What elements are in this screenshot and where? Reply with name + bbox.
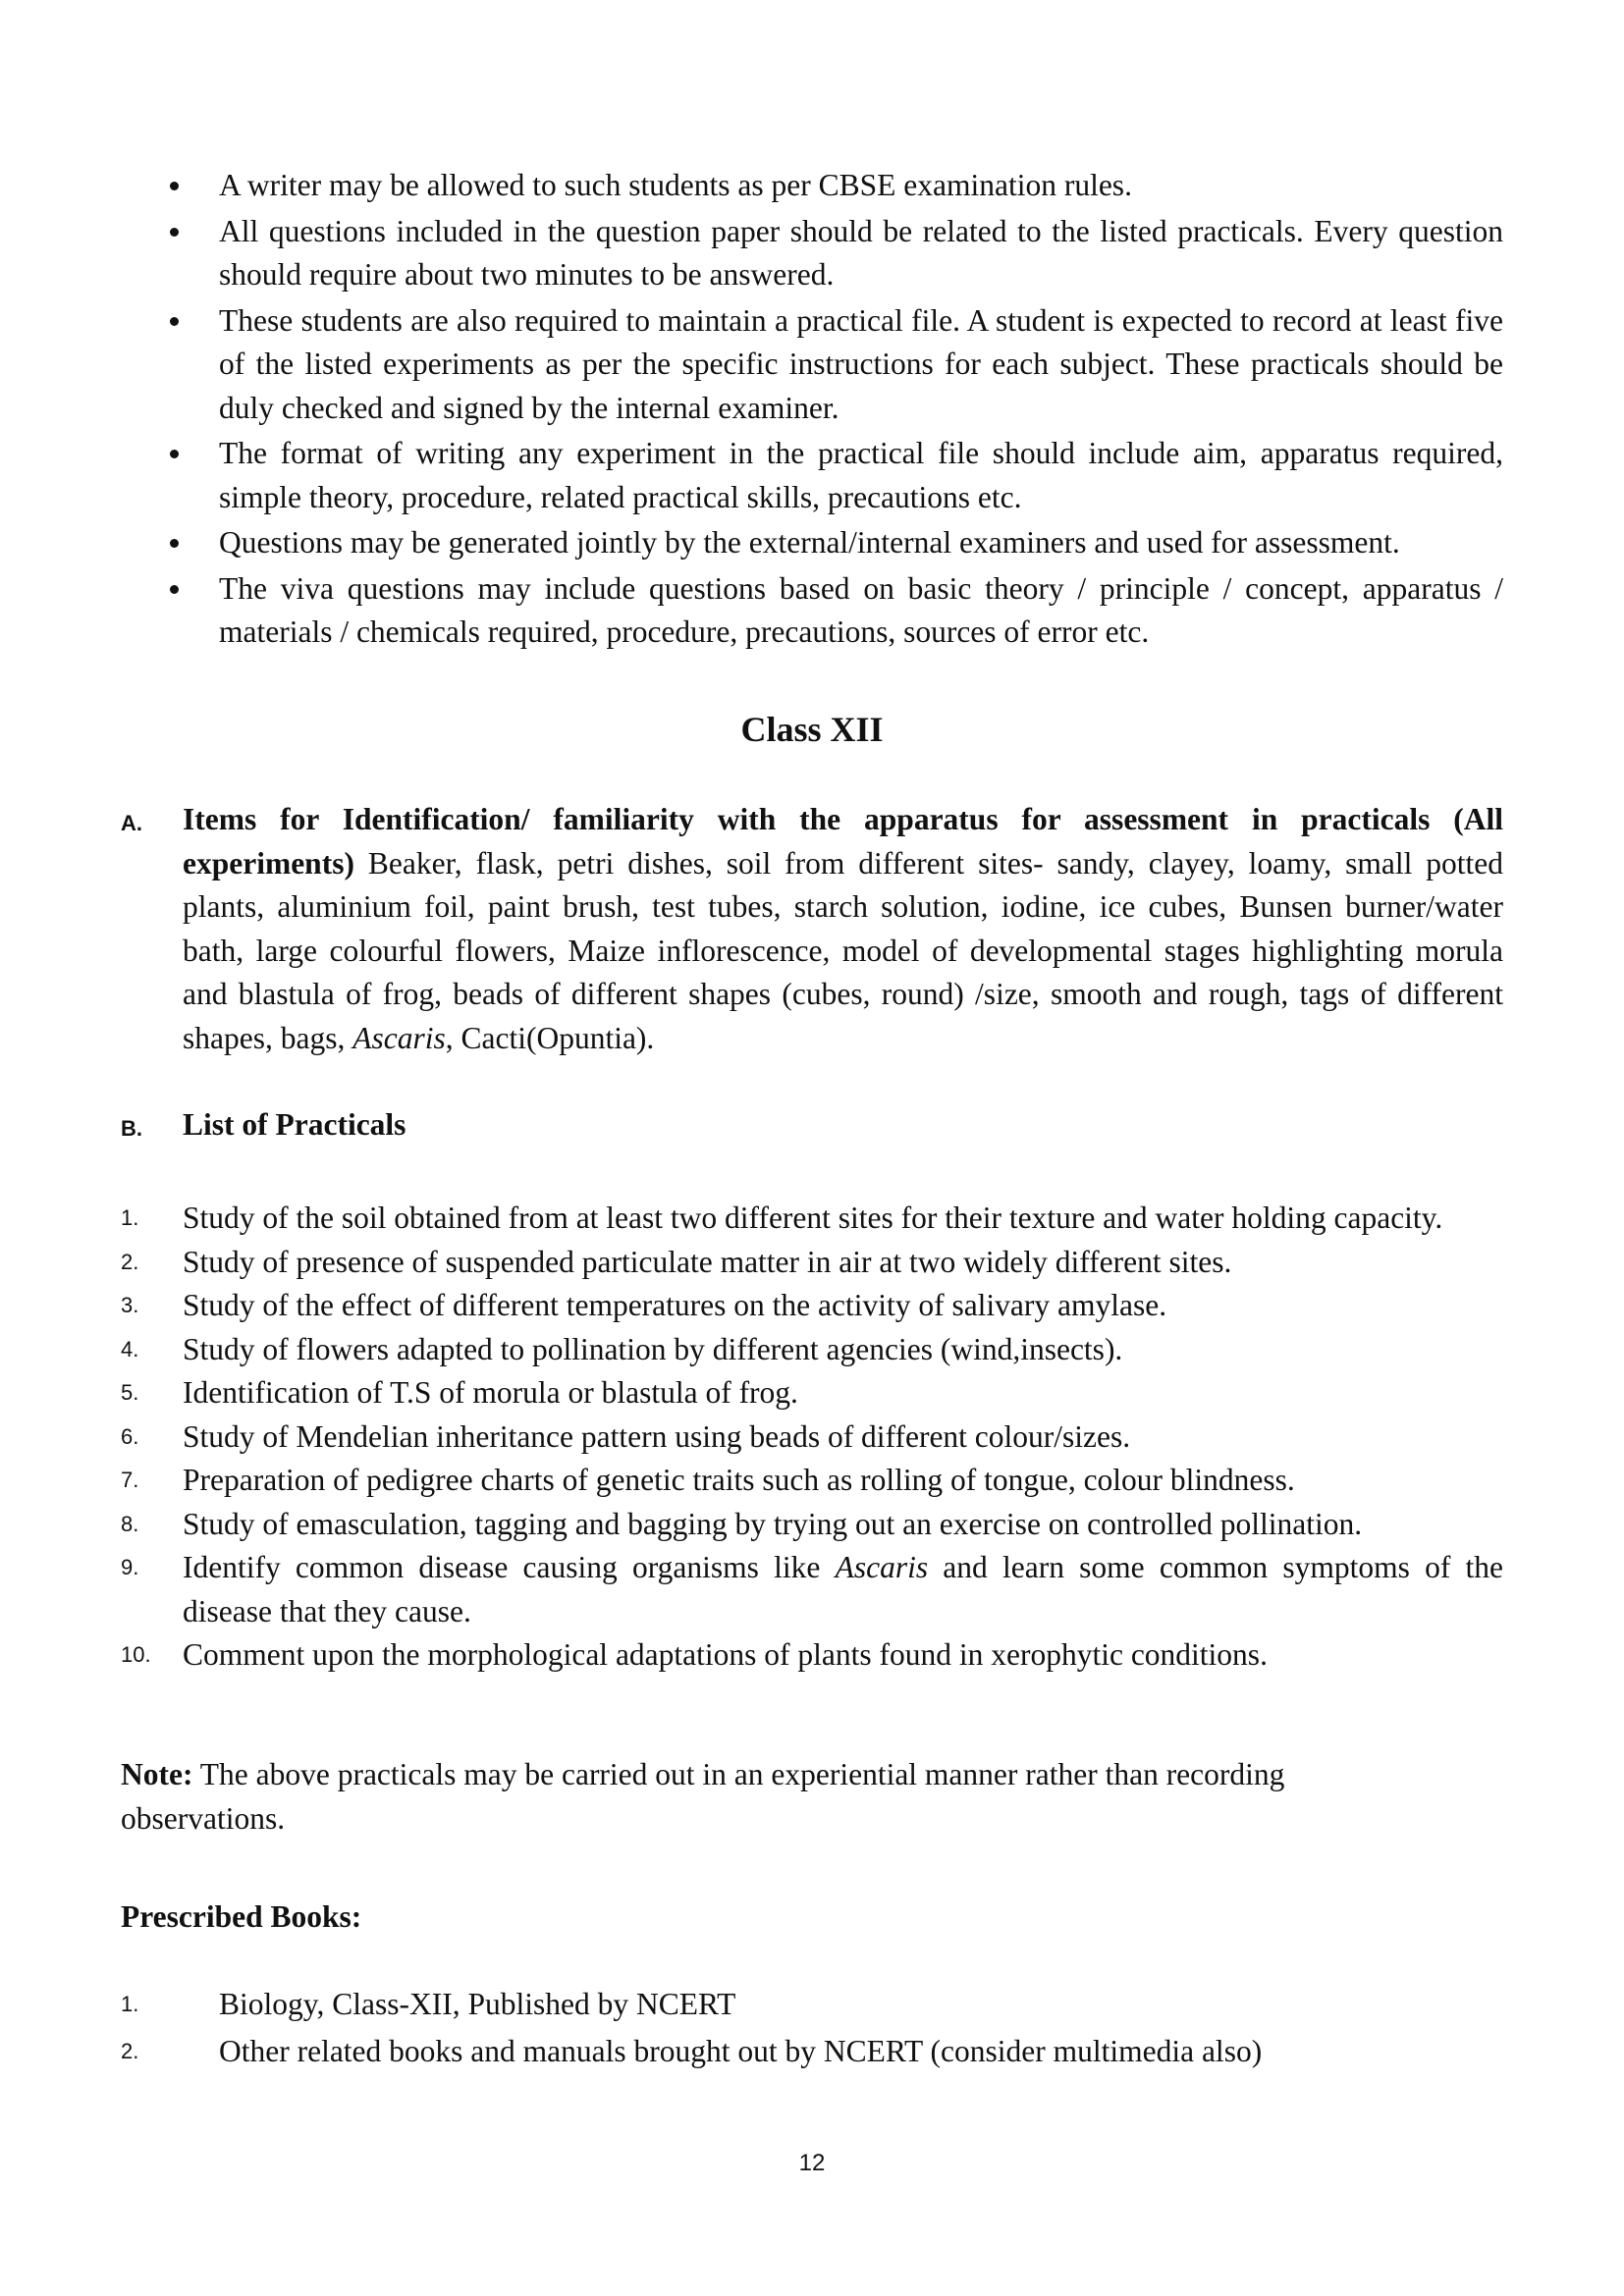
section-a-text: Beaker, flask, petri dishes, soil from different sites- sandy, clayey, loamy, small potted plants, aluminium foil, paint brush, test tubes, starch solution, iodine, ice cubes, Bunsen burner/water bath, large colourful flowers, Maize inflorescence, model of developmental stages highlighting morula and blastula of frog, beads of different shapes (cubes, round) /size, smooth and rough, tags of different shapes, bags, <box>183 845 1503 1055</box>
list-item <box>0 567 1624 655</box>
books-list <box>0 1983 1624 2076</box>
list-item-text: Preparation of pedigree charts of genetic traits such as rolling of tongue, colour blindness. <box>183 1463 1295 1497</box>
item-number: 2. <box>121 1249 139 1274</box>
list-item <box>0 1633 1624 1678</box>
item-number: 10. <box>121 1642 151 1667</box>
practicals-list <box>0 1197 1624 1678</box>
list-item-text-end: and learn some common symptoms of the disease that they cause. <box>183 1550 1504 1629</box>
bullet-icon <box>170 539 179 548</box>
section-a <box>0 798 1624 1060</box>
section-a-letter: A. <box>121 811 142 835</box>
list-item-text: Study of the effect of different temperatures on the activity of salivary amylase. <box>183 1288 1167 1322</box>
list-item <box>0 1983 1624 2027</box>
list-item-text: Identification of T.S of morula or blastula of frog. <box>183 1375 798 1410</box>
item-number: 9. <box>121 1555 139 1579</box>
list-item-text: Study of Mendelian inheritance pattern using beads of different colour/sizes. <box>183 1418 1131 1454</box>
section-b-letter: B. <box>121 1116 142 1141</box>
list-item <box>0 2030 1624 2074</box>
bullet-icon <box>170 182 179 190</box>
item-number: 8. <box>121 1511 139 1536</box>
list-item <box>0 1371 1624 1415</box>
list-item <box>0 521 1624 565</box>
note-text: The above practicals may be carried out in an experiential manner rather than recording observations. <box>121 1757 1285 1836</box>
list-item <box>0 1503 1624 1547</box>
list-item <box>0 1459 1624 1503</box>
list-item <box>0 210 1624 297</box>
item-number: 4. <box>121 1336 139 1362</box>
list-item-text: The viva questions may include questions based on basic theory / principle / concept, apparatus / materials / chemicals required, procedure, precautions, sources of error etc. <box>219 570 1503 649</box>
item-number: 3. <box>121 1293 139 1317</box>
list-item <box>0 1546 1624 1633</box>
list-item-text: Study of presence of suspended particulate matter in air at two widely different sites. <box>183 1244 1232 1279</box>
list-item <box>0 164 1624 208</box>
list-item-italic: Ascaris <box>835 1550 929 1584</box>
item-number: 1. <box>121 1992 139 2016</box>
list-item-text: Study of emasculation, tagging and bagging by trying out an exercise on controlled pollination. <box>183 1506 1363 1541</box>
section-a-body <box>0 798 1624 1060</box>
list-item-text: The format of writing any experiment in the practical file should include aim, apparatus required, simple theory, procedure, related practical skills, precautions etc. <box>219 436 1503 514</box>
list-item-text: All questions included in the question paper should be related to the listed practicals. Every question should require about two minutes to be answered. <box>219 213 1503 292</box>
list-item-text: Study of the soil obtained from at least two different sites for their texture and water holding capacity. <box>183 1201 1443 1235</box>
exam-rules-list <box>0 164 1624 657</box>
list-item-text: These students are also required to maintain a practical file. A student is expected to record at least five of the listed experiments as per the specific instructions for each subject. These practicals should be duly checked and signed by the internal examiner. <box>219 302 1503 425</box>
section-b <box>0 1103 1624 1148</box>
note-paragraph <box>121 1753 1397 1841</box>
section-a-italic: Ascaris <box>352 1020 446 1055</box>
class-title: Class XII <box>740 710 884 749</box>
list-item-text: Identify common disease causing organisms like <box>183 1550 836 1584</box>
note-label: Note: <box>121 1757 193 1791</box>
bullet-icon <box>170 450 179 458</box>
section-a-heading: Items for Identification/ familiarity with the apparatus for assessment in practicals (All experiments) <box>183 802 1503 881</box>
bullet-icon <box>170 317 179 326</box>
list-item <box>0 1197 1624 1241</box>
item-number: 1. <box>121 1205 139 1230</box>
prescribed-books-title: Prescribed Books: <box>121 1899 362 1934</box>
page-number: 12 <box>798 2150 826 2176</box>
list-item-text: Comment upon the morphological adaptations of plants found in xerophytic conditions. <box>183 1637 1268 1672</box>
item-number: 6. <box>121 1423 139 1449</box>
list-item <box>0 1241 1624 1285</box>
bullet-icon <box>170 585 179 594</box>
item-number: 7. <box>121 1468 139 1492</box>
list-item <box>0 1415 1624 1460</box>
list-item <box>0 1328 1624 1372</box>
item-number: 5. <box>121 1380 139 1405</box>
bullet-icon <box>170 228 179 237</box>
section-b-heading: List of Practicals <box>183 1107 406 1142</box>
list-item-text: Study of flowers adapted to pollination by different agencies (wind,insects). <box>183 1331 1123 1366</box>
list-item-text: Questions may be generated jointly by the external/internal examiners and used for assessment. <box>219 525 1400 560</box>
list-item <box>0 1284 1624 1328</box>
item-number: 2. <box>121 2038 139 2063</box>
section-a-text-end: , Cacti(Opuntia). <box>445 1020 655 1055</box>
list-item-text: Other related books and manuals brought out by NCERT (consider multimedia also) <box>219 2033 1263 2068</box>
list-item <box>0 432 1624 519</box>
list-item <box>0 299 1624 431</box>
list-item-text: A writer may be allowed to such students as per CBSE examination rules. <box>219 168 1132 202</box>
list-item-text: Biology, Class-XII, Published by NCERT <box>219 1987 736 2021</box>
